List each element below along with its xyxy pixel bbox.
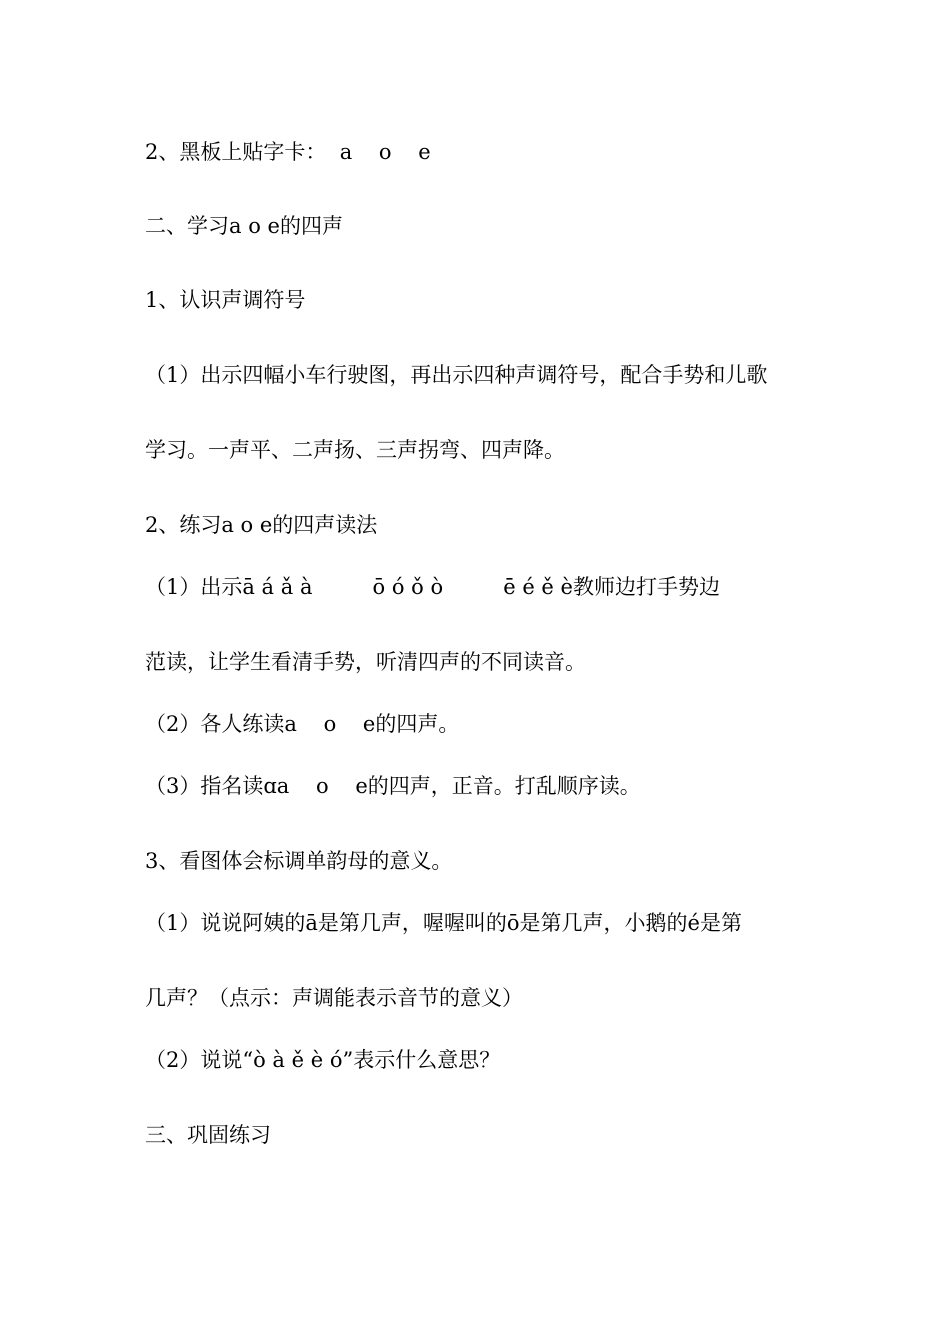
section-heading-learn-tones: 二、学习a o e的四声 [145,214,343,238]
text-line-named-reading: （3）指名读ɑa o e的四声，正音。打乱顺序读。 [145,774,641,798]
text-line-which-tone: （1）说说阿姨的ā是第几声，喔喔叫的ō是第几声，小鹅的é是第 [145,911,742,935]
text-line-show-tones: （1）出示ā á ǎ à ō ó ǒ ò ē é ě è教师边打手势边 [145,575,720,599]
text-line-tone-meaning-hint: 几声？（点示：声调能表示音节的意义） [145,986,523,1010]
text-line-individual-practice: （2）各人练读a o e的四声。 [145,712,460,736]
section-heading-consolidation: 三、巩固练习 [145,1123,271,1147]
text-line-blackboard-cards: 2、黑板上贴字卡： a o e [145,140,431,164]
text-line-tone-rhyme: 学习。一声平、二声扬、三声拐弯、四声降。 [145,438,565,462]
subheading-practice-reading: 2、练习a o e的四声读法 [145,513,378,537]
subheading-picture-meaning: 3、看图体会标调单韵母的意义。 [145,849,453,873]
text-line-demonstrate: 范读，让学生看清手势，听清四声的不同读音。 [145,650,586,674]
text-line-what-means: （2）说说“ò à ě è ó”表示什么意思？ [145,1048,501,1072]
subheading-tone-marks: 1、认识声调符号 [145,288,306,312]
text-line-show-pictures: （1）出示四幅小车行驶图，再出示四种声调符号，配合手势和儿歌 [145,363,768,387]
